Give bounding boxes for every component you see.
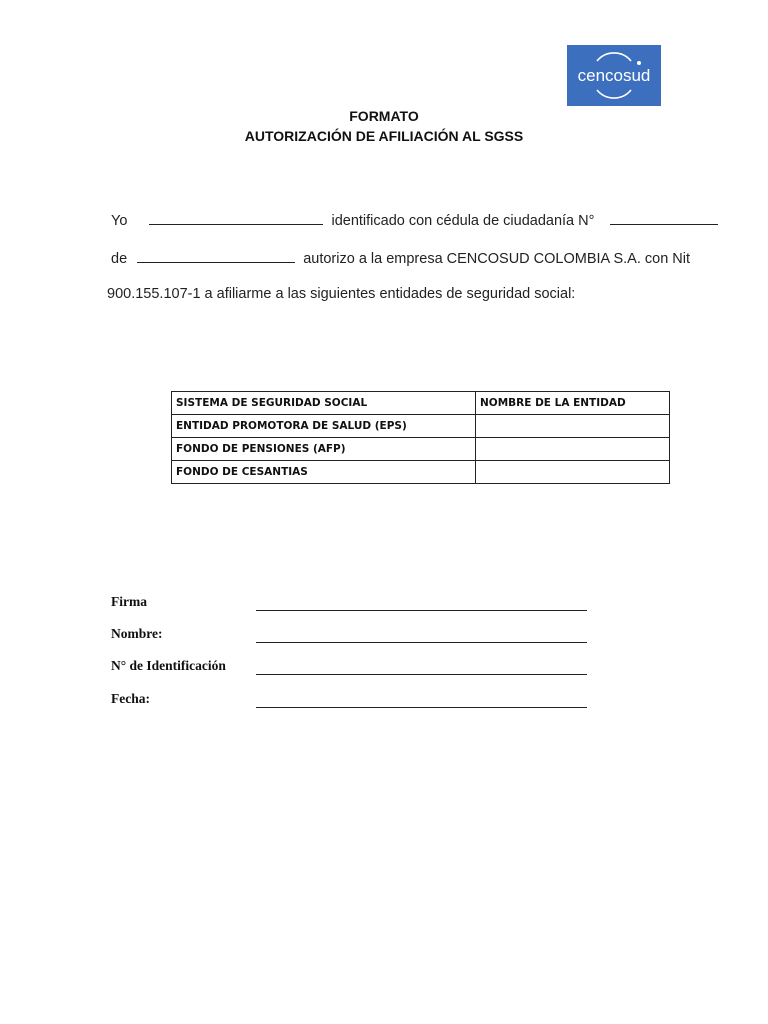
fecha-label: Fecha:: [111, 691, 150, 706]
title-autorizacion: AUTORIZACIÓN DE AFILIACIÓN AL SGSS: [244, 128, 524, 144]
identificacion-line[interactable]: [256, 674, 587, 675]
nombre-row: [111, 626, 591, 646]
row-afp-entity[interactable]: [476, 438, 670, 461]
firma-label: Firma: [111, 594, 147, 609]
row-eps-entity[interactable]: [476, 415, 670, 438]
identificado-text: identificado con cédula de ciudadanía N°: [331, 213, 595, 229]
nombre-blank[interactable]: [149, 210, 323, 225]
firma-row: [111, 594, 591, 614]
fecha-line[interactable]: [256, 707, 587, 708]
table-header-row: [172, 392, 670, 415]
table-row: [172, 438, 670, 461]
paragraph-line-2: [111, 248, 690, 267]
cencosud-logo-mark: [567, 45, 661, 106]
cedula-number-blank[interactable]: [610, 210, 718, 225]
expedicion-blank[interactable]: [137, 248, 295, 263]
row-cesantias-entity[interactable]: [476, 461, 670, 484]
document-title: [0, 106, 768, 146]
seguridad-social-table: [171, 391, 670, 484]
identificacion-row: [111, 658, 591, 678]
logo-wordmark: cencosud: [577, 66, 651, 85]
row-cesantias-label: FONDO DE CESANTIAS: [172, 461, 476, 484]
row-eps-label: ENTIDAD PROMOTORA DE SALUD (EPS): [172, 415, 476, 438]
identificacion-label: N° de Identificación: [111, 658, 226, 673]
de-label: de: [111, 251, 128, 267]
table-row: [172, 415, 670, 438]
nombre-line[interactable]: [256, 642, 587, 643]
paragraph-line-1: [111, 210, 718, 229]
fecha-row: [111, 691, 591, 711]
autorizo-text: autorizo a la empresa CENCOSUD COLOMBIA S.A. con Nit: [303, 251, 691, 267]
table-row: [172, 461, 670, 484]
paragraph-line-3: 900.155.107-1 a afiliarme a las siguientes entidades de seguridad social:: [107, 286, 576, 302]
nombre-label: Nombre:: [111, 626, 163, 641]
yo-label: Yo: [111, 213, 128, 229]
cencosud-logo: [567, 45, 661, 106]
firma-line[interactable]: [256, 610, 587, 611]
header-nombre-entidad: NOMBRE DE LA ENTIDAD: [476, 392, 670, 415]
title-formato: FORMATO: [349, 108, 419, 124]
row-afp-label: FONDO DE PENSIONES (AFP): [172, 438, 476, 461]
header-sistema: SISTEMA DE SEGURIDAD SOCIAL: [172, 392, 476, 415]
